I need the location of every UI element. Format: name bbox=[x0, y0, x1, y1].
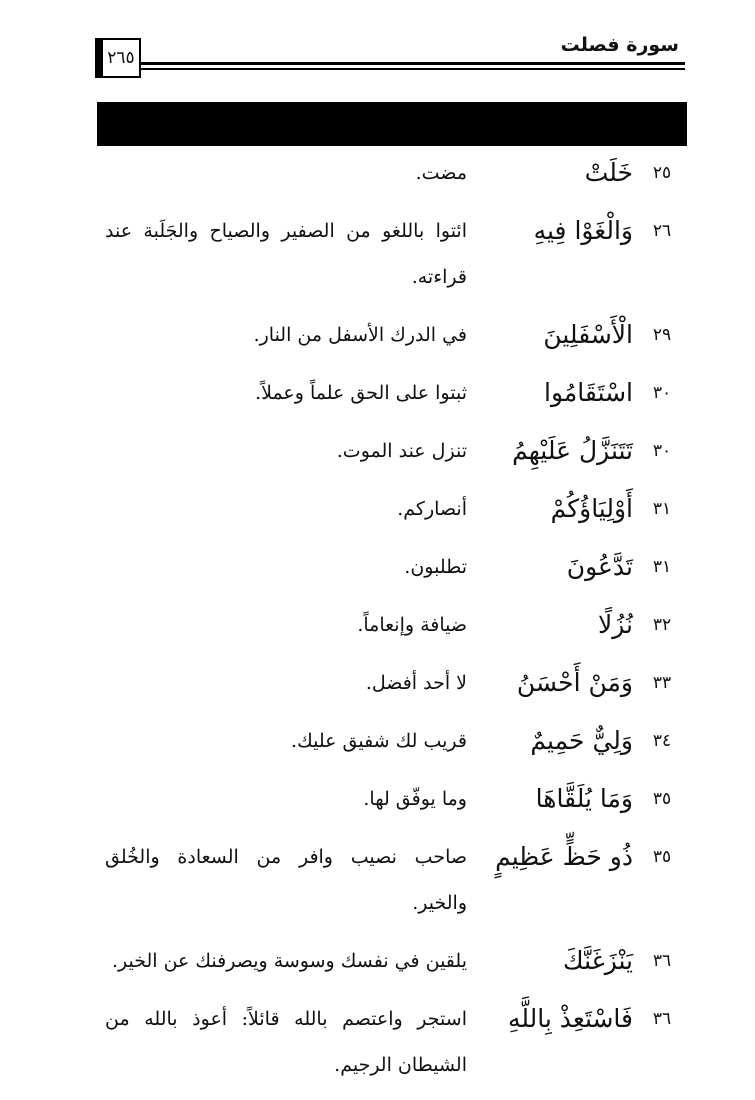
title-band bbox=[97, 102, 687, 146]
verse-number: ٣٥ bbox=[652, 847, 672, 867]
glossary-entry bbox=[97, 776, 687, 822]
verse-number: ٣١ bbox=[652, 499, 672, 519]
glossary-entry bbox=[97, 660, 687, 706]
verse-number: ٣٠ bbox=[652, 441, 672, 461]
word-meaning: ثبتوا على الحق علماً وعملاً. bbox=[255, 382, 467, 404]
verse-number: ٣٢ bbox=[652, 615, 672, 635]
word-meaning: وما يوفّق لها. bbox=[363, 788, 467, 810]
quran-word: يَنْزَغَنَّكَ bbox=[563, 946, 633, 975]
word-meaning: مضت. bbox=[415, 162, 467, 184]
quran-word: ذُو حَظٍّ عَظِيمٍ bbox=[495, 842, 633, 871]
glossary-list bbox=[97, 150, 687, 1100]
word-meaning: ضيافة وإنعاماً. bbox=[357, 614, 467, 636]
word-meaning: قريب لك شفيق عليك. bbox=[291, 730, 467, 752]
quran-word: تَدَّعُونَ bbox=[566, 552, 633, 581]
quran-word: تَتَنَزَّلُ عَلَيْهِمُ bbox=[512, 436, 633, 465]
verse-number: ٣٦ bbox=[652, 951, 672, 971]
glossary-entry bbox=[97, 996, 687, 1088]
quran-word: نُزُلًا bbox=[597, 610, 633, 639]
page-header bbox=[95, 32, 685, 84]
header-rule-secondary bbox=[141, 68, 685, 70]
word-meaning: صاحب نصيب وافر من السعادة والخُلق والخير. bbox=[105, 846, 467, 914]
glossary-entry bbox=[97, 370, 687, 416]
word-meaning: تطلبون. bbox=[404, 556, 467, 578]
word-meaning: استجر واعتصم بالله قائلاً: أعوذ بالله من الشيطان الرجيم. bbox=[105, 1008, 467, 1076]
quran-word: خَلَتْ bbox=[584, 158, 633, 187]
verse-number: ٣٤ bbox=[652, 731, 672, 751]
quran-word: فَاسْتَعِذْ بِاللَّهِ bbox=[507, 1004, 633, 1033]
verse-number: ٢٦ bbox=[652, 221, 672, 241]
glossary-entry bbox=[97, 834, 687, 926]
verse-number: ٣٥ bbox=[652, 789, 672, 809]
surah-title: سورة فصلت bbox=[560, 34, 679, 56]
quran-word: الْأَسْفَلِينَ bbox=[543, 320, 633, 349]
quran-word: وَلِيٌّ حَمِيمٌ bbox=[530, 726, 633, 755]
glossary-entry bbox=[97, 938, 687, 984]
glossary-entry bbox=[97, 486, 687, 532]
glossary-entry bbox=[97, 544, 687, 590]
glossary-entry bbox=[97, 718, 687, 764]
page-number: ٢٦٥ bbox=[95, 38, 141, 78]
verse-number: ٣٠ bbox=[652, 383, 672, 403]
glossary-entry bbox=[97, 312, 687, 358]
header-rule bbox=[141, 62, 685, 65]
word-meaning: ائتوا باللغو من الصفير والصياح والجَلَبة عند قراءته. bbox=[105, 220, 467, 288]
quran-word: وَالْغَوْا فِيهِ bbox=[533, 216, 633, 245]
verse-number: ٢٥ bbox=[652, 163, 672, 183]
verse-number: ٢٩ bbox=[652, 325, 672, 345]
quran-word: أَوْلِيَاؤُكُمْ bbox=[550, 494, 633, 523]
glossary-entry bbox=[97, 208, 687, 300]
verse-number: ٣١ bbox=[652, 557, 672, 577]
verse-number: ٣٣ bbox=[652, 673, 672, 693]
quran-word: وَمَنْ أَحْسَنُ bbox=[516, 668, 633, 697]
glossary-entry bbox=[97, 150, 687, 196]
glossary-entry bbox=[97, 602, 687, 648]
verse-number: ٣٦ bbox=[652, 1009, 672, 1029]
word-meaning: لا أحد أفضل. bbox=[365, 672, 467, 694]
glossary-entry bbox=[97, 428, 687, 474]
word-meaning: تنزل عند الموت. bbox=[336, 440, 467, 462]
word-meaning: أنصاركم. bbox=[397, 498, 467, 520]
word-meaning: في الدرك الأسفل من النار. bbox=[253, 324, 467, 346]
quran-word: وَمَا يُلَقَّاهَا bbox=[535, 784, 633, 813]
word-meaning: يلقين في نفسك وسوسة ويصرفنك عن الخير. bbox=[111, 950, 467, 972]
quran-word: اسْتَقَامُوا bbox=[544, 378, 633, 407]
